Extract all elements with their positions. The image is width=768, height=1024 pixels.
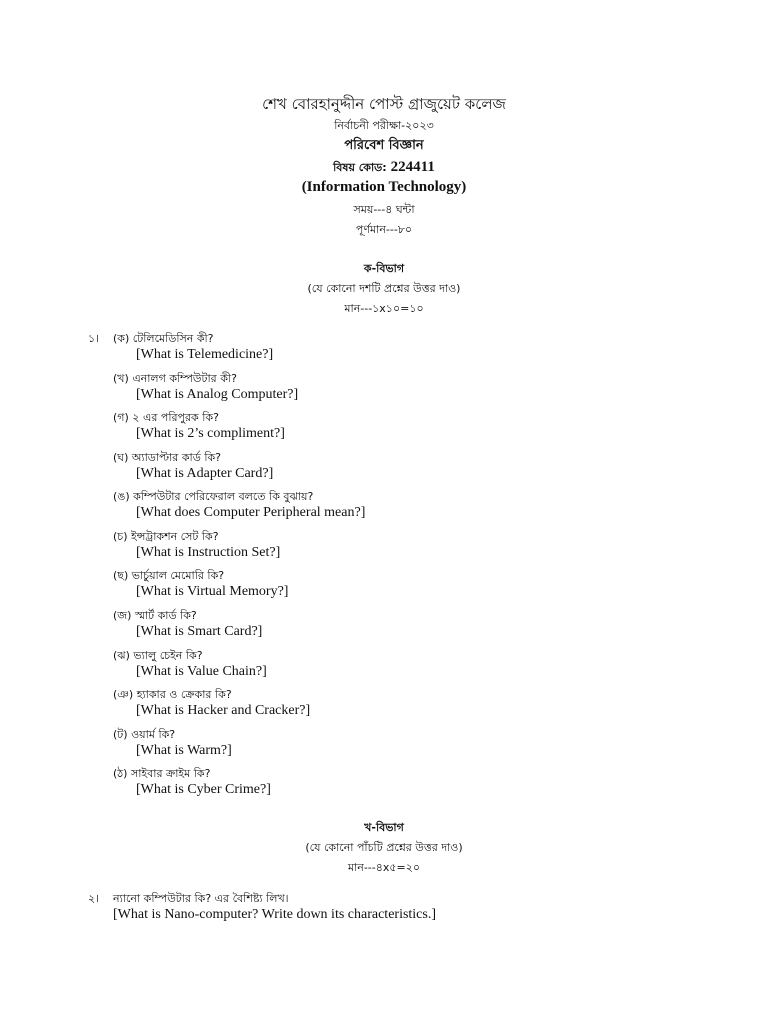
section-a-marks: মান---১x১০=১০ [344,302,424,315]
item-bangla: ওয়ার্ম কি? [131,728,176,741]
item-label: (খ) [113,372,129,385]
item-bangla: সাইবার ক্রাইম কি? [130,767,211,780]
full-marks: পূর্ণমান---৮০ [355,223,413,236]
item-bangla: ভার্চুয়াল মেমোরি কি? [131,569,225,582]
college-name: শেখ বোরহানুদ্দীন পোস্ট গ্রাজুয়েট কলেজ [262,95,506,113]
item-label: (ট) [113,728,128,741]
item-english: [What is Telemedicine?] [136,347,274,362]
item-english: [What is Instruction Set?] [136,545,281,560]
question-2-english: [What is Nano-computer? Write down its characteristics.] [113,907,437,922]
question-1-number: ১। [88,332,100,345]
item-bangla: এনালগ কম্পিউটার কী? [132,372,237,385]
item-english: [What is Adapter Card?] [136,466,274,481]
item-label: (চ) [113,530,128,543]
item-label: (জ) [113,609,132,622]
subject-code: 224411 [390,159,435,175]
item-bangla: ভ্যালু চেইন কি? [133,649,203,662]
section-a-instruction: (যে কোনো দশটি প্রশ্নের উত্তর দাও) [307,282,461,295]
item-bangla: ইন্সট্রাকশন সেট কি? [131,530,219,543]
item-english: [What is Warm?] [136,743,232,758]
section-b-marks: মান---৪x৫=২০ [347,861,421,874]
item-bangla: অ্যাডাপ্টার কার্ড কি? [131,451,222,464]
subject-code-label: বিষয় কোড: [333,161,387,174]
item-english: [What is Hacker and Cracker?] [136,703,311,718]
item-label: (ঝ) [113,649,130,662]
question-2-bangla: ন্যানো কম্পিউটার কি? এর বৈশিষ্ট্য লিখ। [113,892,289,905]
item-english: [What is Value Chain?] [136,664,267,679]
exam-name: নির্বাচনী পরীক্ষা-২০২৩ [334,119,434,132]
item-english: [What does Computer Peripheral mean?] [136,505,366,520]
item-english: [What is 2’s compliment?] [136,426,285,441]
item-english: [What is Analog Computer?] [136,387,299,402]
section-b-title: খ-বিভাগ [364,821,404,834]
item-english: [What is Smart Card?] [136,624,263,639]
item-english: [What is Cyber Crime?] [136,782,271,797]
item-bangla: স্মার্ট কার্ড কি? [134,609,197,622]
item-bangla: টেলিমেডিসিন কী? [132,332,214,345]
section-a-title: ক-বিভাগ [363,262,405,275]
exam-time: সময়---৪ ঘন্টা [353,203,415,216]
section-b-instruction: (যে কোনো পাঁচটি প্রশ্নের উত্তর দাও) [305,841,463,854]
department-name: (Information Technology) [301,179,467,195]
item-label: (ছ) [113,569,129,582]
item-label: (গ) [113,411,129,424]
item-label: (ঠ) [113,767,128,780]
item-bangla: হ্যাকার ও ক্রেকার কি? [136,688,232,701]
item-label: (ঙ) [113,490,130,503]
subject-name: পরিবেশ বিজ্ঞান [344,138,424,153]
subject-code-line [0,158,768,178]
item-label: (ঘ) [113,451,129,464]
item-label: (ক) [113,332,130,345]
item-english: [What is Virtual Memory?] [136,584,289,599]
item-label: (ঞ) [113,688,134,701]
item-bangla: কম্পিউটার পেরিফেরাল বলতে কি বুঝায়? [133,490,314,503]
item-bangla: ২ এর পরিপুরক কি? [132,411,219,424]
question-2-number: ২। [88,892,100,905]
